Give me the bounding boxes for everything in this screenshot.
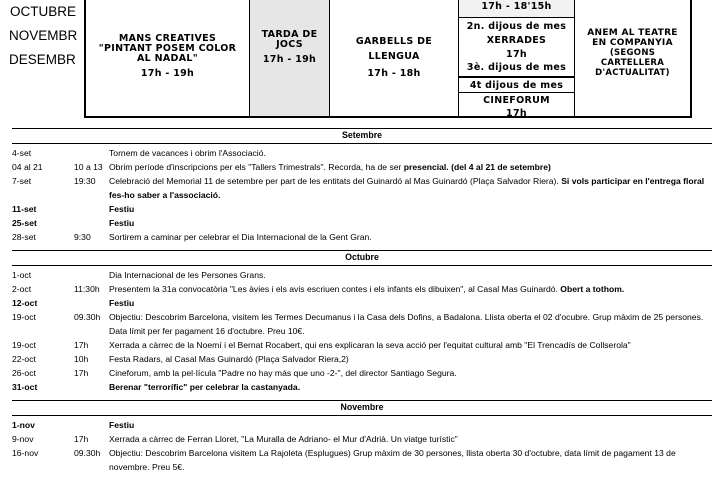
schedule (12, 128, 712, 474)
row-date: 12-oct (12, 298, 38, 308)
schedule-row (12, 380, 712, 394)
row-text-main: Presentem la 31a convocatòria "Les àvies i els avis escriuen contes i els infants els dibuixen", al Casal Mas Guinardó. (109, 284, 558, 294)
row-date: 16-nov (12, 448, 39, 458)
activity-mans-creatives (86, 0, 250, 116)
row-text: Festa Radars, al Casal Mas Guinardó (Plaça Salvador Riera,2) (109, 354, 349, 364)
schedule-note: 4t dijous de mes (469, 80, 564, 91)
schedule-row (12, 202, 712, 216)
schedule-row (12, 418, 712, 432)
schedule-row (12, 282, 712, 296)
row-date: 28-set (12, 232, 36, 242)
row-text (109, 282, 712, 296)
schedule-row (12, 296, 712, 310)
row-hour: 09.30h (74, 312, 101, 322)
row-text: Festiu (109, 420, 135, 430)
session-time: 17h (506, 49, 527, 60)
schedule-row (12, 366, 712, 380)
row-date: 7-set (12, 176, 32, 186)
row-hour: 9:30 (74, 232, 91, 242)
activity-xerrades-cineforum (459, 0, 575, 119)
month-header: Octubre (12, 250, 712, 266)
row-text: Objectiu: Descobrim Barcelona, visitem les Termes Decumanus i la Casa dels Dofins, a Badalona. Llista oberta el 02 d'ocubre. Grup màxim de 25 persones. Data límit per fer pagament 16 d'octubre. Preu 10€. (109, 312, 704, 336)
row-date: 25-set (12, 218, 37, 228)
month-rows (12, 144, 712, 244)
session-name: XERRADES (486, 35, 547, 46)
schedule-row (12, 338, 712, 352)
activity-tarda-jocs (250, 0, 330, 116)
activities-grid (84, 0, 692, 118)
activity-subtitle: (SEGONS CARTELLERA D'ACTUALITAT) (595, 48, 670, 78)
row-date: 19-oct (12, 312, 36, 322)
row-text: Xerrada a càrrec de Ferran Lloret, "La Muralla de Adriano- el Mur d'Adrià. Un viatge turístic" (109, 434, 458, 444)
row-text-main: Tornem de vacances i obrim l'Associació. (109, 148, 266, 158)
row-date: 22-oct (12, 354, 36, 364)
schedule-row (12, 310, 712, 338)
activity-title: MANS CREATIVES "PINTANT POSEM COLOR AL NADAL" (98, 33, 237, 64)
row-date: 1-nov (12, 420, 35, 430)
schedule-row (12, 432, 712, 446)
month-rows (12, 416, 712, 474)
schedule-row (12, 268, 712, 282)
row-text: Festiu (109, 218, 135, 228)
schedule-row (12, 230, 712, 244)
month-rows (12, 266, 712, 394)
row-date: 31-oct (12, 382, 38, 392)
row-hour: 09.30h (74, 448, 101, 458)
row-date: 4-set (12, 148, 32, 158)
month-label: OCTUBRE (10, 4, 77, 19)
activity-title: TARDA DE JOCS (261, 29, 318, 50)
schedule-row (12, 216, 712, 230)
schedule-row (12, 146, 712, 160)
row-hour: 17h (74, 340, 89, 350)
row-text: Berenar "terrorífic" per celebrar la castanyada. (109, 382, 301, 392)
row-hour (74, 380, 109, 394)
row-hour: 17h (74, 368, 89, 378)
time-slot (459, 0, 574, 18)
row-hour: 10 a 13 (74, 162, 103, 172)
activity-time: 17h - 18h (367, 68, 421, 79)
month-header: Novembre (12, 400, 712, 416)
row-text: Sortirem a caminar per celebrar el Dia Internacional de la Gent Gran. (109, 232, 372, 242)
row-text: Xerrada a càrrec de la Noemí i el Bernat Rocabert, qui ens explicaran la seva acció per l'equitat cultural amb "El Trencadís de Collserola" (109, 340, 631, 350)
row-date: 2-oct (12, 284, 32, 294)
activity-title: ANEM AL TEATRE EN COMPANYIA (587, 28, 678, 48)
row-text (109, 174, 712, 202)
schedule-note: 2n. dijous de mes (466, 21, 567, 32)
row-text: Festiu (109, 204, 135, 214)
row-text (109, 160, 712, 174)
activity-time: 17h - 19h (140, 68, 195, 79)
row-hour: 19:30 (74, 176, 96, 186)
row-date: 11-set (12, 204, 37, 214)
schedule-note: 3è. dijous de mes (466, 62, 567, 73)
activity-garbells (330, 0, 459, 116)
schedule-row (12, 352, 712, 366)
schedule-row (12, 174, 712, 202)
row-text-emphasis: presencial. (del 4 al 21 de setembre) (403, 162, 551, 172)
schedule-row (12, 446, 712, 474)
months-side-list (0, 0, 84, 72)
slot-time: 17h - 18'15h (481, 1, 552, 12)
schedule-row (12, 160, 712, 174)
row-text: Dia Internacional de les Persones Grans. (109, 270, 266, 280)
row-hour: 10h (74, 354, 89, 364)
row-text: Objectiu: Descobrim Barcelona visitem La Rajoleta (Esplugues) Grup màxim de 30 persones, llista oberta 30 d'octubre, data límit de pagament 13 de novembre. Preu 5€. (109, 448, 676, 472)
row-text-main: Obrim període d'inscripcions per els "Tallers Trimestrals". Recorda, ha de ser (109, 162, 402, 172)
month-header: Setembre (12, 128, 712, 144)
cineforum-block (459, 78, 574, 119)
row-hour (74, 146, 109, 160)
row-date: 04 al 21 (12, 162, 43, 172)
row-date: 26-oct (12, 368, 36, 378)
row-text: Cineforum, amb la pel·lícula "Padre no hay más que uno -2-", del director Santiago Segura. (109, 368, 457, 378)
row-text (109, 146, 712, 160)
row-hour (74, 418, 109, 432)
month-label: DESEMBR (9, 52, 76, 67)
row-date: 1-oct (12, 270, 32, 280)
row-text-emphasis: Obert a tothom. (560, 284, 625, 294)
month-label: NOVEMBR (9, 28, 78, 43)
row-hour: 17h (74, 434, 89, 444)
row-hour (74, 268, 109, 282)
row-text-main: Celebració del Memorial 11 de setembre per part de les entitats del Guinardó al Mas Guinardó (Plaça Salvador Riera). (109, 176, 559, 186)
xerrades-block (459, 18, 574, 78)
activity-teatre (575, 0, 690, 116)
row-date: 19-oct (12, 340, 36, 350)
row-hour: 11:30h (74, 284, 100, 294)
row-date: 9-nov (12, 434, 34, 444)
row-text-emphasis: Si vols participar en l'entrega floral fes-ho saber a l'associació. (109, 176, 705, 200)
session-time: 17h (506, 108, 527, 119)
row-hour (74, 216, 109, 230)
activity-title: GARBELLS DE LLENGUA (355, 36, 433, 62)
activity-time: 17h - 19h (262, 54, 317, 65)
row-hour (74, 296, 109, 310)
session-name: CINEFORUM (459, 92, 574, 107)
row-text: Festiu (109, 298, 135, 308)
row-hour (74, 202, 109, 216)
